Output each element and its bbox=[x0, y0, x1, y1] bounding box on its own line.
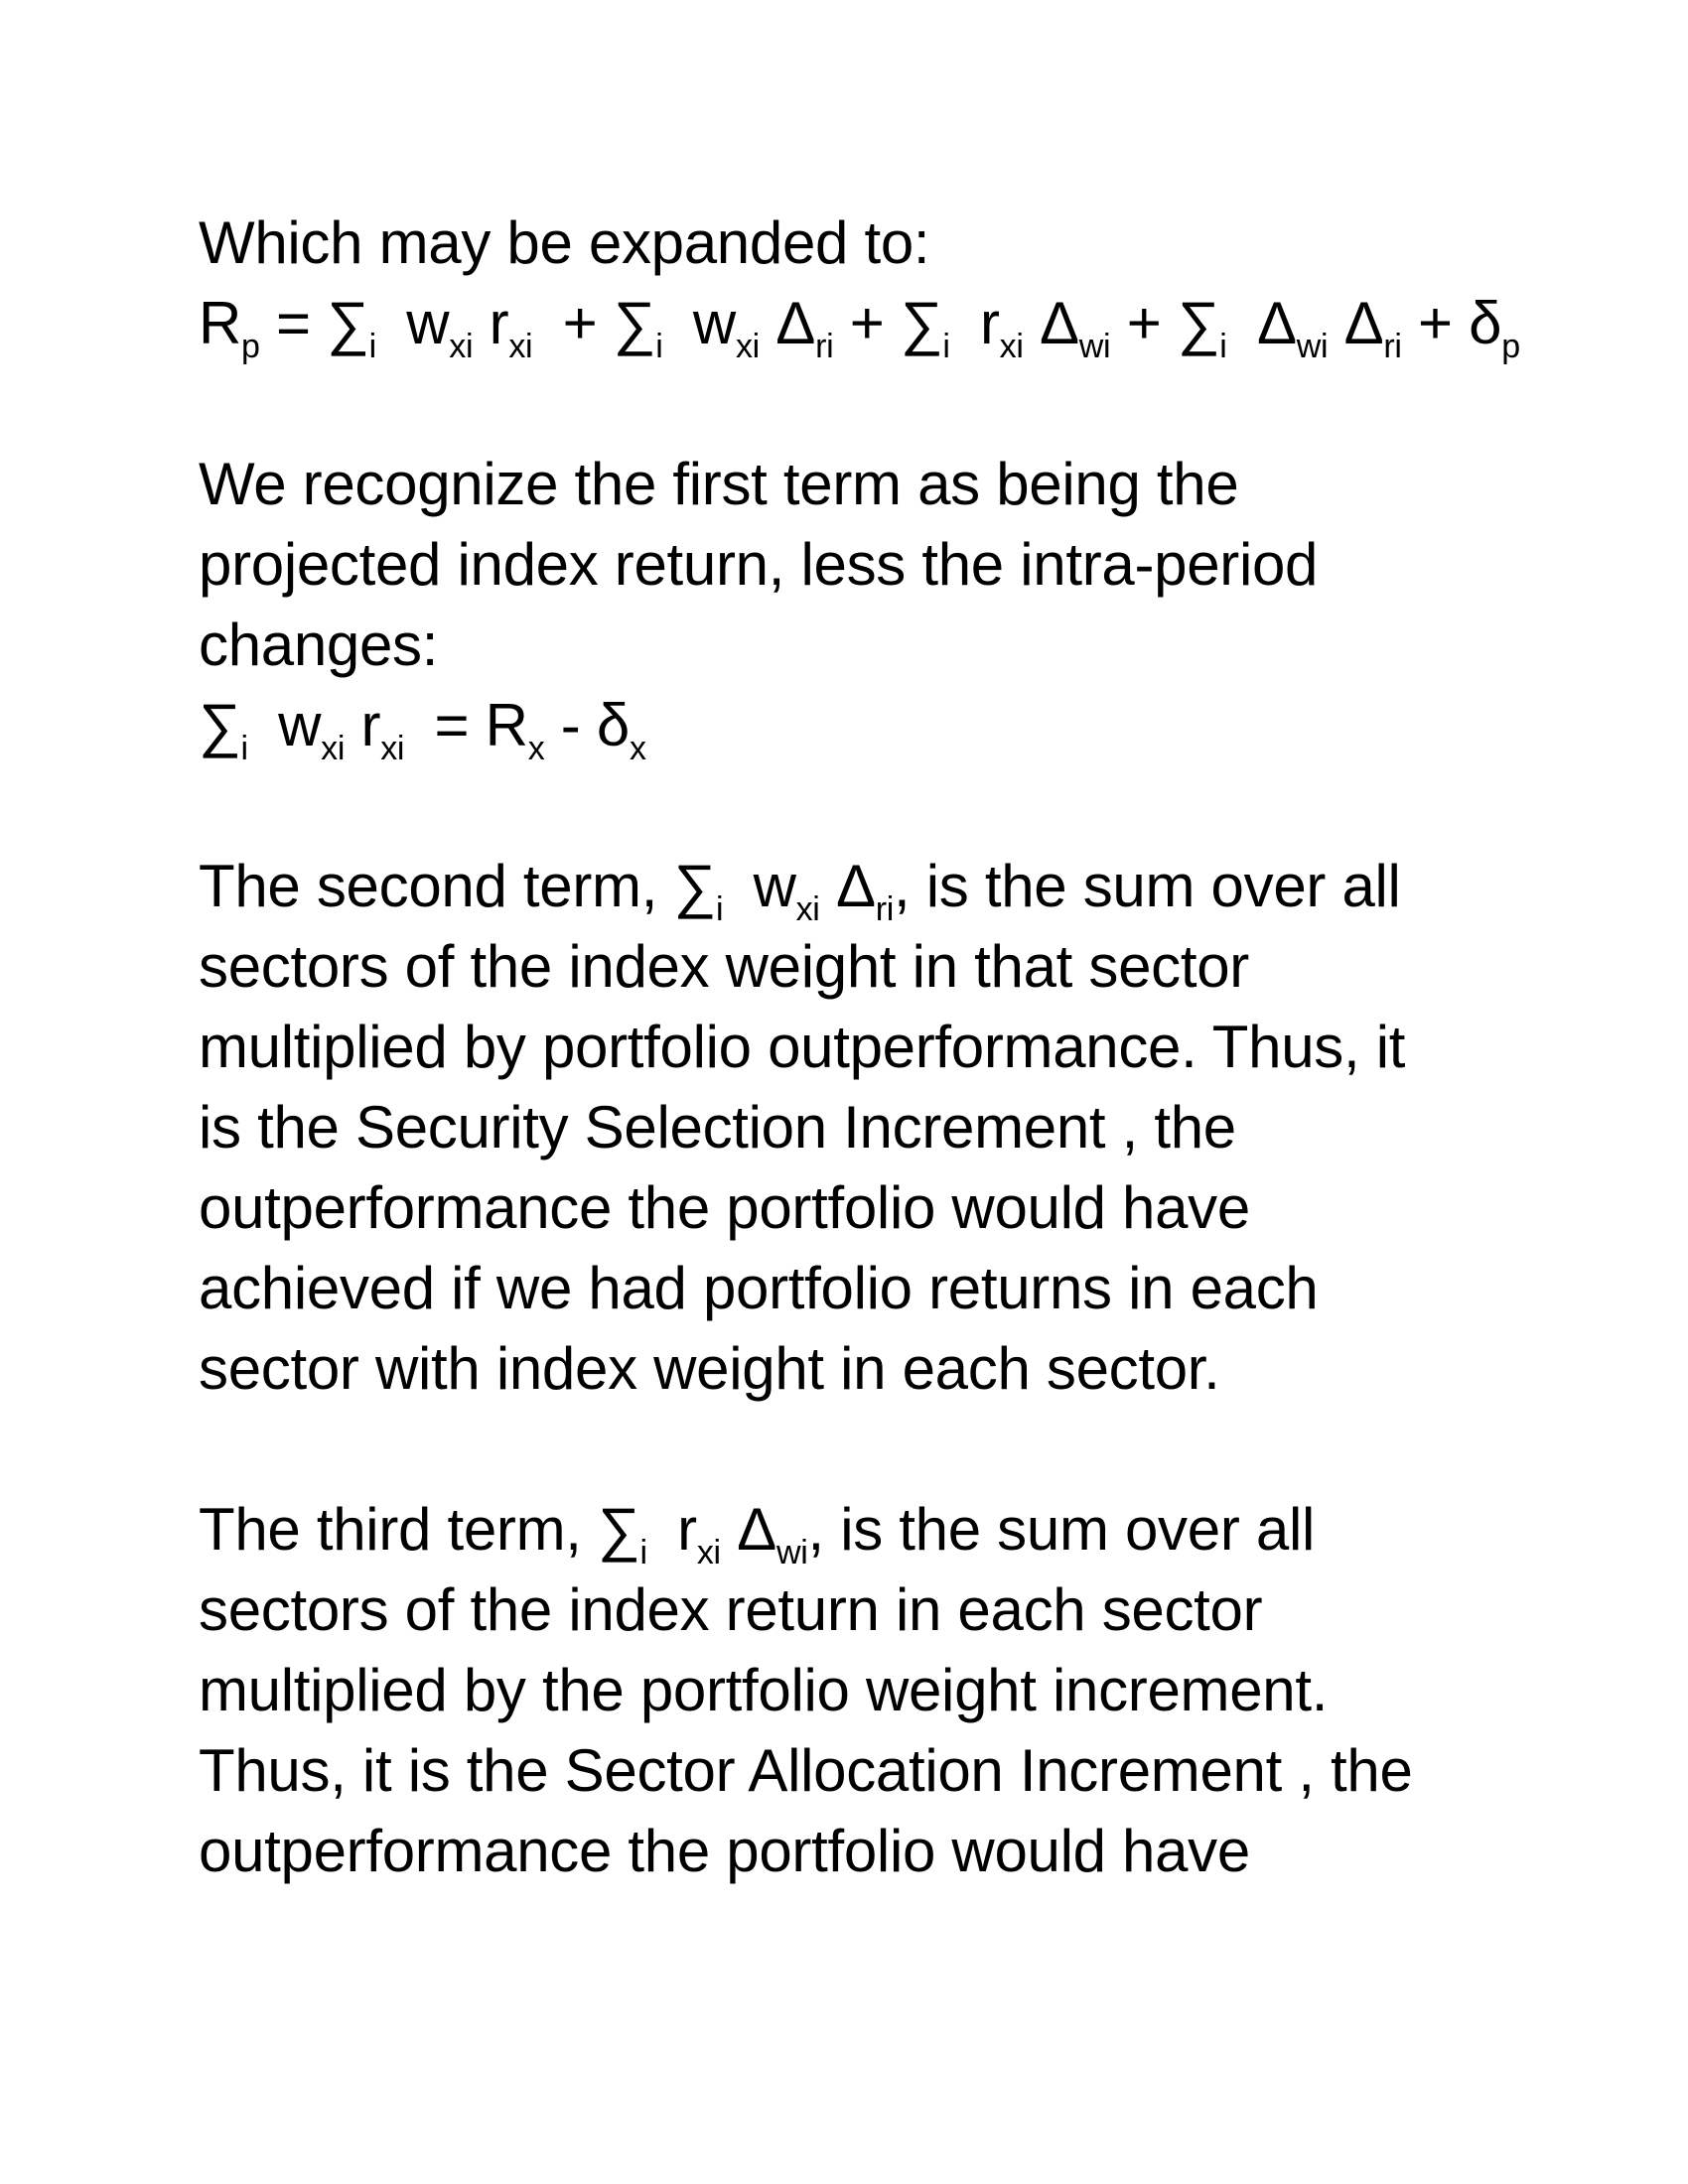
eq-subscript: xi bbox=[696, 1534, 721, 1571]
paragraph-text: outperformance the portfolio would have bbox=[199, 1818, 1250, 1884]
eq-subscript: ri bbox=[815, 328, 834, 365]
paragraph-gap bbox=[199, 1409, 1509, 1489]
intro-text: Which may be expanded to: bbox=[199, 209, 930, 276]
eq-subscript: i bbox=[639, 1534, 647, 1571]
eq-plus: + bbox=[1126, 290, 1162, 356]
paragraph-text: sectors of the index return in each sector bbox=[199, 1576, 1263, 1643]
intro-line bbox=[199, 203, 1509, 283]
eq-subscript: i bbox=[368, 328, 376, 365]
eq-plus: + bbox=[1418, 290, 1453, 356]
eq-symbol-small-delta: δ bbox=[1469, 290, 1502, 356]
paragraph-line bbox=[199, 444, 1509, 524]
eq-subscript: p bbox=[1501, 328, 1520, 365]
eq-subscript: xi bbox=[795, 890, 820, 928]
paragraph-text: sector with index weight in each sector. bbox=[199, 1335, 1220, 1402]
paragraph-line bbox=[199, 1811, 1509, 1891]
eq-symbol-small-delta: δ bbox=[596, 692, 630, 758]
eq-equals: = bbox=[434, 692, 470, 758]
eq-symbol-r: r bbox=[979, 290, 1000, 356]
eq-symbol-delta: Δ bbox=[1040, 290, 1079, 356]
eq-subscript: ri bbox=[875, 890, 895, 928]
paragraph-text: projected index return, less the intra-period bbox=[199, 531, 1319, 598]
eq-symbol-w: w bbox=[406, 290, 450, 356]
paragraph-text: The third term, bbox=[199, 1496, 582, 1563]
paragraph-line bbox=[199, 1007, 1509, 1087]
eq-subscript: i bbox=[1219, 328, 1227, 365]
eq-subscript: wi bbox=[1078, 328, 1111, 365]
paragraph-text: is the Security Selection Increment , the bbox=[199, 1094, 1236, 1160]
eq-subscript: i bbox=[240, 730, 248, 767]
paragraph-line bbox=[199, 1489, 1509, 1570]
paragraph-text: , is the sum over all bbox=[807, 1496, 1316, 1563]
eq-subscript: xi bbox=[380, 730, 405, 767]
paragraph-line bbox=[199, 1248, 1509, 1328]
index-return-equation bbox=[199, 685, 1509, 765]
eq-plus: + bbox=[562, 290, 598, 356]
paragraph-line bbox=[199, 1087, 1509, 1167]
eq-subscript: p bbox=[241, 328, 260, 365]
eq-sum-symbol: ∑ bbox=[327, 290, 369, 356]
eq-sum-symbol: ∑ bbox=[199, 692, 241, 758]
paragraph-text: multiplied by portfolio outperformance. Thus, it bbox=[199, 1014, 1406, 1080]
paragraph-line bbox=[199, 846, 1509, 926]
paragraph-text: , is the sum over all bbox=[894, 853, 1401, 919]
eq-subscript: x bbox=[527, 730, 545, 767]
eq-plus: + bbox=[849, 290, 885, 356]
eq-subscript: ri bbox=[1383, 328, 1402, 365]
eq-symbol-r: r bbox=[360, 692, 381, 758]
eq-symbol-w: w bbox=[692, 290, 736, 356]
paragraph-text: achieved if we had portfolio returns in each bbox=[199, 1255, 1319, 1321]
paragraph-text: outperformance the portfolio would have bbox=[199, 1174, 1250, 1241]
document-body bbox=[199, 203, 1520, 1891]
eq-subscript: wi bbox=[1296, 328, 1329, 365]
eq-symbol-w: w bbox=[278, 692, 322, 758]
eq-subscript: x bbox=[629, 730, 646, 767]
expanded-equation bbox=[199, 283, 1520, 365]
paragraph-line bbox=[199, 926, 1509, 1007]
eq-sum-symbol: ∑ bbox=[900, 290, 943, 356]
eq-subscript: xi bbox=[508, 328, 533, 365]
eq-symbol-w: w bbox=[753, 853, 796, 919]
paragraph-line bbox=[199, 1730, 1509, 1811]
paragraph-text: sectors of the index weight in that sector bbox=[199, 933, 1249, 1000]
eq-symbol-r: r bbox=[489, 290, 509, 356]
eq-symbol-r: r bbox=[677, 1496, 697, 1563]
paragraph-line bbox=[199, 1570, 1509, 1650]
eq-subscript: i bbox=[655, 328, 663, 365]
eq-symbol-delta: Δ bbox=[1343, 290, 1384, 356]
eq-symbol-R: R bbox=[485, 692, 528, 758]
paragraph-text: changes: bbox=[199, 612, 439, 678]
paragraph-gap bbox=[199, 765, 1509, 846]
eq-sum-symbol: ∑ bbox=[673, 853, 716, 919]
paragraph-text: We recognize the first term as being the bbox=[199, 451, 1239, 517]
eq-subscript: xi bbox=[321, 730, 346, 767]
eq-subscript: xi bbox=[735, 328, 760, 365]
paragraph-text: The second term, bbox=[199, 853, 658, 919]
eq-subscript: i bbox=[942, 328, 950, 365]
paragraph-line bbox=[199, 1650, 1509, 1730]
eq-subscript: xi bbox=[449, 328, 474, 365]
paragraph-text: multiplied by the portfolio weight increment. bbox=[199, 1657, 1329, 1723]
eq-equals: = bbox=[276, 290, 311, 356]
eq-symbol-delta: Δ bbox=[1256, 290, 1297, 356]
paragraph-line bbox=[199, 1328, 1509, 1409]
eq-subscript: i bbox=[715, 890, 724, 928]
eq-subscript: wi bbox=[775, 1534, 808, 1571]
paragraph-text: Thus, it is the Sector Allocation Increment , the bbox=[199, 1737, 1413, 1804]
paragraph-line bbox=[199, 1167, 1509, 1248]
eq-sum-symbol: ∑ bbox=[598, 1496, 640, 1563]
paragraph-line bbox=[199, 524, 1509, 605]
paragraph-gap bbox=[199, 363, 1509, 444]
eq-symbol-R: R bbox=[199, 290, 242, 356]
eq-minus: - bbox=[560, 692, 581, 758]
eq-symbol-delta: Δ bbox=[775, 290, 816, 356]
paragraph-line bbox=[199, 605, 1509, 685]
eq-subscript: xi bbox=[999, 328, 1024, 365]
eq-symbol-delta: Δ bbox=[737, 1496, 776, 1563]
eq-sum-symbol: ∑ bbox=[1177, 290, 1220, 356]
eq-sum-symbol: ∑ bbox=[613, 290, 656, 356]
eq-symbol-delta: Δ bbox=[835, 853, 876, 919]
